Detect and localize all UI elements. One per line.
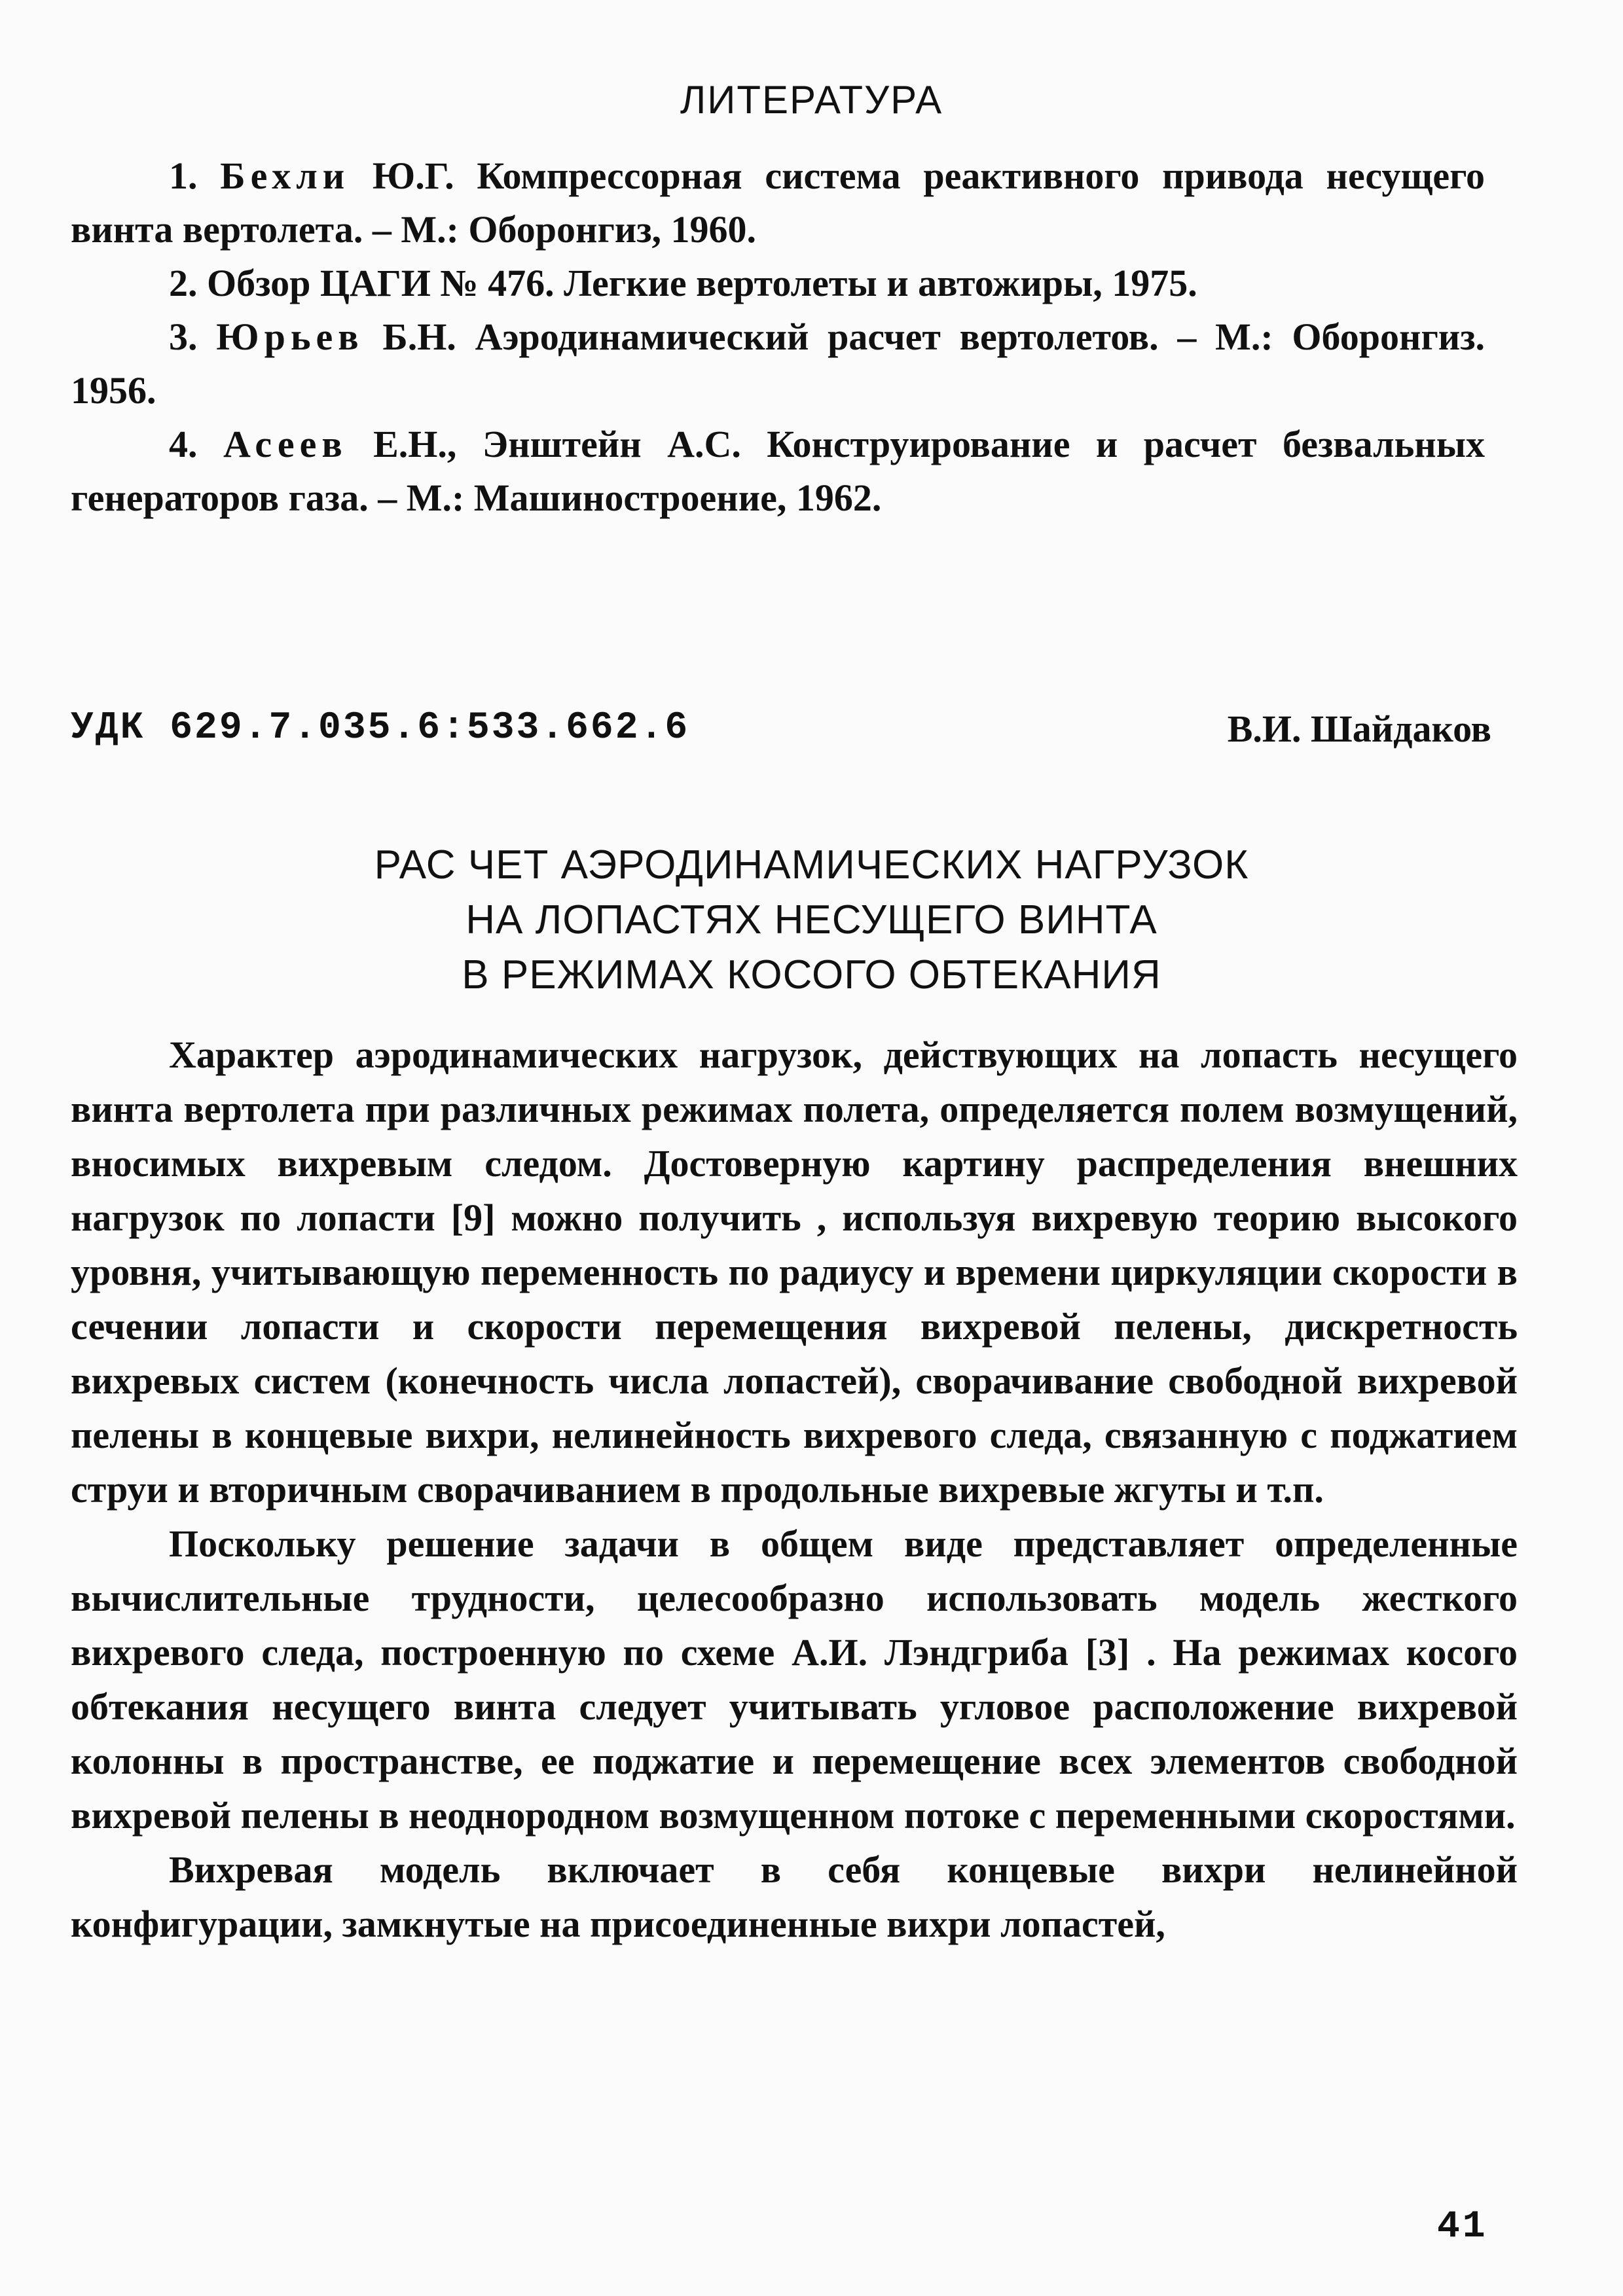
article-title [0,838,1623,1003]
body-paragraph: Вихревая модель включает в себя концевые вихри нелинейной конфигурации, замкнутые на присоединенные вихри лопастей, [71,1848,1518,1945]
article-title-line: В РЕЖИМАХ КОСОГО ОБТЕКАНИЯ [462,952,1161,997]
literature-heading: ЛИТЕРАТУРА [680,78,943,122]
body-paragraph: Характер аэродинамических нагрузок, действующих на лопасть несущего винта вертолета при различных режимах полета, определяется полем возмущений, вносимых вихревым следом. Достоверную картину распределения внешних нагрузок по лопасти [9] можно получить , используя вихревую теорию высокого уровня, учитывающую переменность по радиусу и времени циркуляции скорости в сечении лопасти и скорости перемещения вихревой пелены, дискретность вихревых систем (конечность числа лопастей), сворачивание свободной вихревой пелены в концевые вихри, нелинейность вихревого следа, связанную с поджатием струи и вторичным сворачиванием в продольные вихревые жгуты и т.п. [71,1033,1518,1511]
udk-code: УДК 629.7.035.6:533.662.6 [71,707,690,749]
article-body [71,1028,1518,1951]
reference-item: 3. Юрьев Б.Н. Аэродинамический расчет вертолетов. – М.: Оборонгиз. 1956. [71,315,1486,412]
reference-item: 4. Асеев Е.Н., Энштейн А.С. Конструирование и расчет безвальных генераторов газа. – М.: Машиностроение, 1962. [71,423,1486,519]
article-author: В.И. Шайдаков [1227,708,1491,750]
udk-author-row [71,707,1491,751]
reference-item: 1. Бехли Ю.Г. Компрессорная система реактивного привода несущего винта вертолета. – М.: Оборонгиз, 1960. [71,154,1485,251]
body-paragraph: Поскольку решение задачи в общем виде представляет определенные вычислительные трудности, целесообразно использовать модель жесткого вихревого следа, построенную по схеме А.И. Лэндгриба [3] . На режимах косого обтекания несущего винта следует учитывать угловое расположение вихревой колонны в пространстве, ее поджатие и перемещение всех элементов свободной вихревой пелены в неоднородном возмущенном потоке с переменными скоростями. [71,1522,1518,1837]
page-number: 41 [1437,2206,1488,2248]
reference-item: 2. Обзор ЦАГИ № 476. Легкие вертолеты и автожиры, 1975. [169,262,1197,304]
article-title-line: РАС ЧЕТ АЭРОДИНАМИЧЕСКИХ НАГРУЗОК [374,842,1249,888]
reference-list [71,149,1485,525]
article-title-line: НА ЛОПАСТЯХ НЕСУЩЕГО ВИНТА [465,897,1158,942]
